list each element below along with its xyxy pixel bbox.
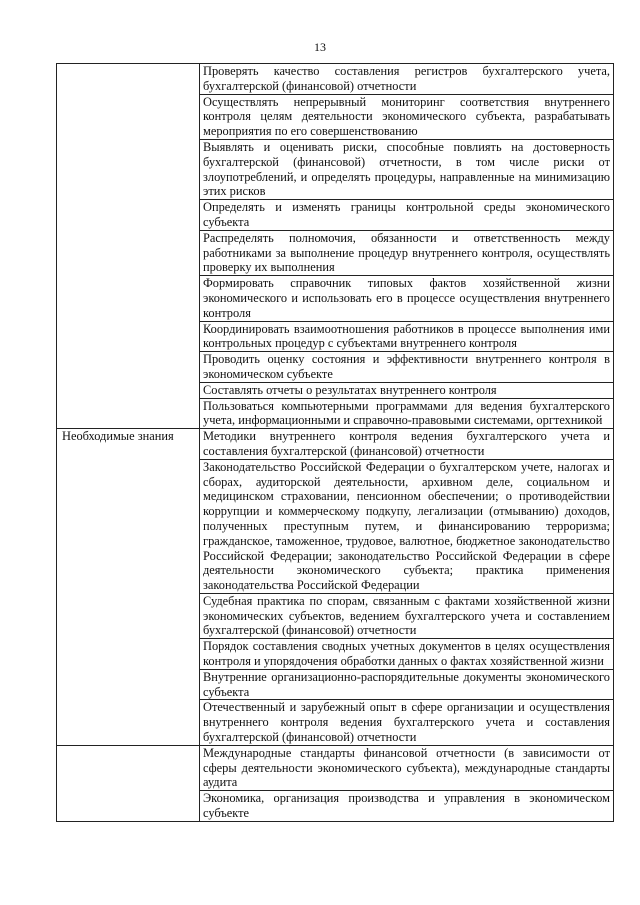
requirement-text-cell: Составлять отчеты о результатах внутреннего контроля [200,382,614,398]
requirement-text-cell: Определять и изменять границы контрольной среды экономического субъекта [200,200,614,231]
requirement-text-cell: Внутренние организационно-распорядительные документы экономического субъекта [200,669,614,700]
requirement-text-cell: Осуществлять непрерывный мониторинг соответствия внутреннего контроля целям деятельности экономического субъекта, разрабатывать мероприятия по его совершенствованию [200,94,614,139]
table-row [57,745,614,790]
section-label-cell [57,64,200,429]
requirement-text-cell: Пользоваться компьютерными программами для ведения бухгалтерского учета, информационными и справочно-правовыми системами, оргтехникой [200,398,614,429]
requirement-text-cell: Международные стандарты финансовой отчетности (в зависимости от сферы деятельности экономического субъекта), международные стандарты аудита [200,745,614,790]
requirement-text-cell: Методики внутреннего контроля ведения бухгалтерского учета и составления бухгалтерской (финансовой) отчетности [200,429,614,460]
table-row [57,64,614,95]
requirement-text-cell: Выявлять и оценивать риски, способные повлиять на достоверность бухгалтерской (финансовой) отчетности, в том числе риски от злоупотреблений, и определять процедуры, направленные на минимизацию этих рисков [200,139,614,199]
requirements-table [56,63,614,822]
requirement-text-cell: Экономика, организация производства и управления в экономическом субъекте [200,791,614,822]
requirement-text-cell: Порядок составления сводных учетных документов в целях осуществления контроля и упорядочения обработки данных о фактах хозяйственной жизни [200,639,614,670]
requirement-text-cell: Законодательство Российской Федерации о бухгалтерском учете, налогах и сборах, аудиторской деятельности, архивном деле, социальном и медицинском страховании, пенсионном обеспечении; о противодействии коррупции и коммерческому подкупу, легализации (отмыванию) доходов, полученных преступным путем, и финансированию терроризма; гражданское, таможенное, трудовое, валютное, бюджетное законодательство Российской Федерации; законодательство Российской Федерации в сфере деятельности экономического субъекта; практика применения законодательства Российской Федерации [200,459,614,593]
section-label-cell [57,745,200,821]
requirements-table-body [57,64,614,822]
requirement-text-cell: Проводить оценку состояния и эффективности внутреннего контроля в экономическом субъекте [200,352,614,383]
table-row [57,429,614,460]
requirement-text-cell: Судебная практика по спорам, связанным с фактами хозяйственной жизни экономических субъектов, ведением бухгалтерского учета и составлением бухгалтерской (финансовой) отчетности [200,593,614,638]
requirement-text-cell: Проверять качество составления регистров бухгалтерского учета, бухгалтерской (финансовой) отчетности [200,64,614,95]
section-label-cell: Необходимые знания [57,429,200,746]
page-number: 13 [314,40,326,54]
requirement-text-cell: Координировать взаимоотношения работников в процессе выполнения ими контрольных процедур с субъектами внутреннего контроля [200,321,614,352]
requirement-text-cell: Формировать справочник типовых фактов хозяйственной жизни экономического и использовать его в процессе осуществления внутреннего контроля [200,276,614,321]
requirement-text-cell: Отечественный и зарубежный опыт в сфере организации и осуществления внутреннего контроля ведения бухгалтерского учета и составления бухгалтерской (финансовой) отчетности [200,700,614,745]
requirement-text-cell: Распределять полномочия, обязанности и ответственность между работниками за выполнение процедур внутреннего контроля, осуществлять проверку их выполнения [200,230,614,275]
